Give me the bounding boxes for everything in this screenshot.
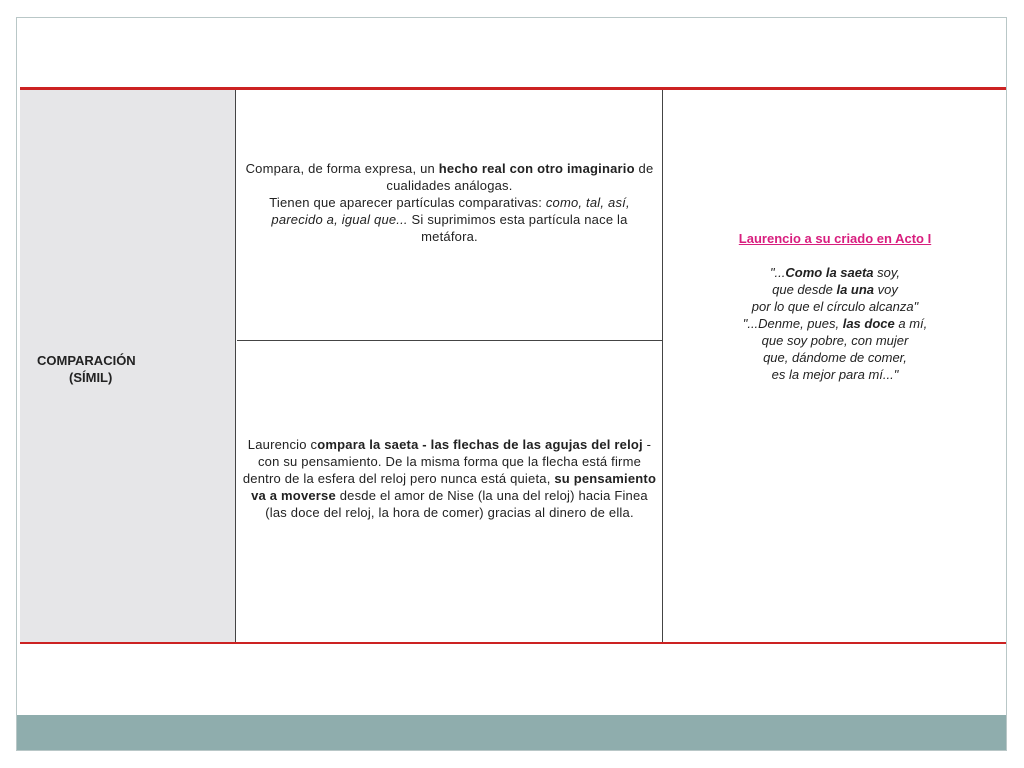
example-cell: [664, 90, 1006, 642]
description-column: [237, 90, 663, 642]
explanation-part: Laurencio c: [247, 437, 318, 452]
definition-part: de cualidades análogas.: [386, 161, 654, 193]
comparison-table: [20, 87, 1006, 644]
footer-band: [17, 715, 1006, 750]
explanation-part: - con su pensamiento. De la misma forma que la flecha está firme dentro de la esfera del reloj pero nunca está quieta,: [242, 437, 652, 486]
quote-line: "...Como la saeta soy,: [769, 265, 901, 280]
quote-line: que soy pobre, con mujer: [761, 333, 909, 348]
explanation-bold: su pensamiento va a moverse: [251, 471, 657, 503]
quote-title: Laurencio a su criado en Acto I: [738, 231, 932, 246]
quote-block: [664, 230, 1006, 383]
term-name: COMPARACIÓN: [37, 353, 136, 368]
term-alias: (SÍMIL): [69, 370, 113, 385]
term-label: [37, 352, 187, 386]
quote-line: que desde la una voy: [772, 282, 898, 297]
definition-part: Si suprimimos esta partícula nace la metáfora.: [407, 212, 628, 244]
explanation-text: [241, 436, 658, 521]
definition-part: Compara, de forma expresa, un: [245, 161, 439, 176]
quote-line: que, dándome de comer,: [763, 350, 907, 365]
quote-line: por lo que el círculo alcanza": [751, 299, 919, 314]
explanation-part: desde el amor de Nise (la una del reloj) hacia Finea (las doce del reloj, la hora de comer) gracias al dinero de ella.: [265, 488, 648, 520]
quote-line: "...Denme, pues, las doce a mí,: [742, 316, 928, 331]
slide: [16, 17, 1007, 751]
quote-line: es la mejor para mí...": [771, 367, 899, 382]
definition-italic: como, tal, así, parecido a, igual que...: [271, 195, 630, 227]
definition-part: Tienen que aparecer partículas comparativas:: [269, 195, 546, 210]
definition-cell: [237, 90, 662, 341]
quote-lines: [664, 264, 1006, 383]
explanation-bold: ompara la saeta - las flechas de las agujas del reloj: [317, 437, 643, 452]
definition-bold: hecho real con otro imaginario: [438, 161, 635, 176]
term-cell: [20, 90, 236, 642]
definition-text: [245, 160, 654, 245]
explanation-cell: [237, 342, 662, 642]
